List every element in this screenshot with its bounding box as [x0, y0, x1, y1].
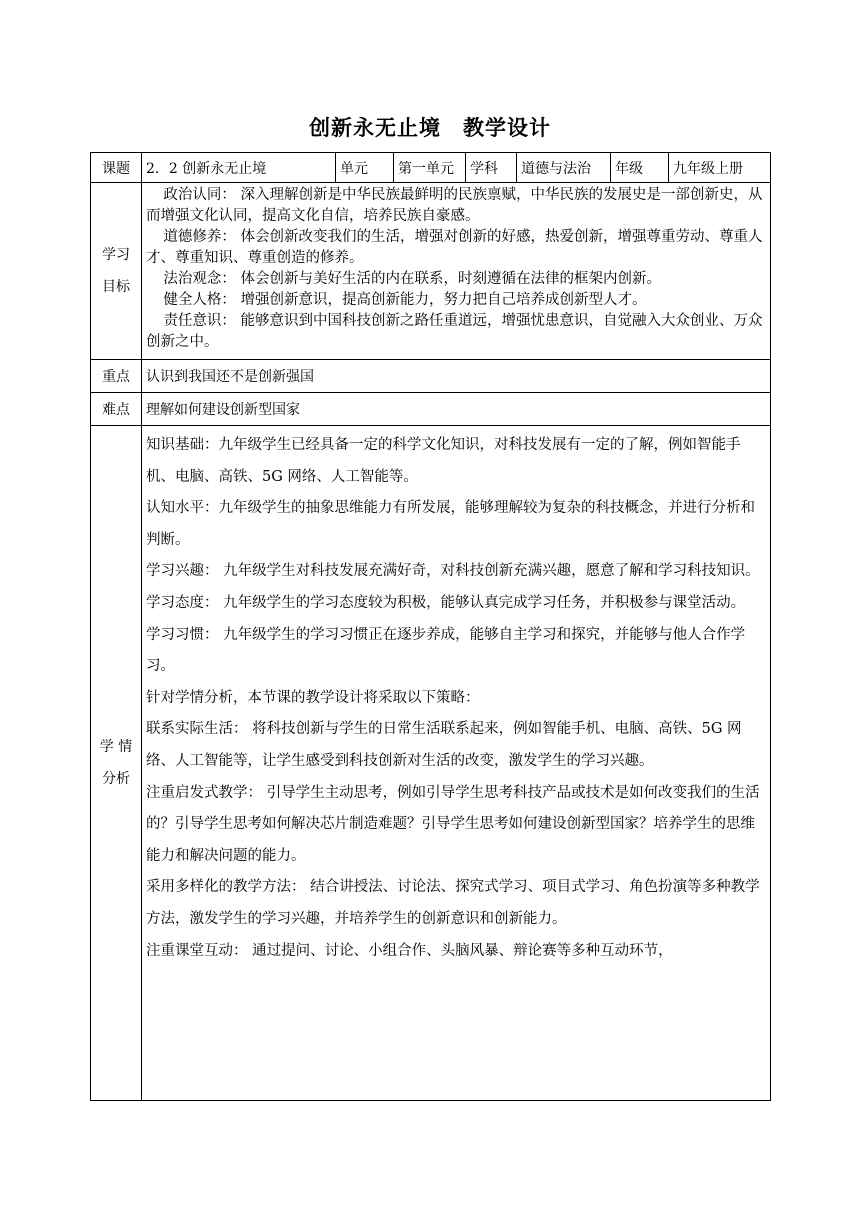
topic-value: 2．2 创新永无止境 — [142, 153, 336, 183]
analysis-paragraph: 知识基础：九年级学生已经具备一定的科学文化知识，对科技发展有一定的了解，例如智能手机、电脑、高铁、5G 网络、人工智能等。 — [146, 437, 741, 485]
analysis-paragraph: 针对学情分析，本节课的教学设计将采取以下策略： — [146, 689, 480, 706]
goal-line: 政治认同： 深入理解创新是中华民族最鲜明的民族禀赋，中华民族的发展史是一部创新史，从而增强文化认同，提高文化自信，培养民族自豪感。 — [146, 187, 763, 224]
topic-label: 课题 — [91, 153, 142, 183]
analysis-paragraph: 采用多样化的教学方法： 结合讲授法、讨论法、探究式学习、项目式学习、角色扮演等多种教学方法，激发学生的学习兴趣，并培养学生的创新意识和创新能力。 — [146, 879, 760, 927]
lesson-plan-table — [90, 152, 771, 1101]
goal-line: 责任意识： 能够意识到中国科技创新之路任重道远，增强忧患意识，自觉融入大众创业、万众创新之中。 — [146, 313, 763, 350]
analysis-paragraph: 注重课堂互动： 通过提问、讨论、小组合作、头脑风暴、辩论赛等多种互动环节， — [146, 942, 673, 959]
difficulty-value: 理解如何建设创新型国家 — [142, 393, 771, 426]
grade-label: 年级 — [611, 153, 669, 183]
subject-label: 学科 — [466, 153, 517, 183]
analysis-paragraph: 联系实际生活： 将科技创新与学生的日常生活联系起来，例如智能手机、电脑、高铁、5G 网络、人工智能等，让学生感受到科技创新对生活的改变，激发学生的学习兴趣。 — [146, 721, 742, 769]
analysis-paragraph: 认知水平：九年级学生的抽象思维能力有所发展，能够理解较为复杂的科技概念，并进行分析和判断。 — [146, 500, 755, 548]
document-title: 创新永无止境 教学设计 — [309, 116, 551, 140]
key-point-row — [91, 360, 771, 393]
analysis-paragraph: 学习兴趣： 九年级学生对科技发展充满好奇，对科技创新充满兴趣，愿意了解和学习科技知识。 — [146, 563, 760, 580]
analysis-label: 学 情 分析 — [91, 426, 142, 1101]
learning-goals-content — [142, 183, 771, 360]
learning-goals-row — [91, 183, 771, 360]
subject-value: 道德与法治 — [517, 153, 611, 183]
analysis-row — [91, 426, 771, 1101]
grade-value: 九年级上册 — [669, 153, 771, 183]
goal-line: 法治观念： 体会创新与美好生活的内在联系，时刻遵循在法律的框架内创新。 — [163, 271, 661, 287]
analysis-paragraph: 学习习惯： 九年级学生的学习习惯正在逐步养成，能够自主学习和探究，并能够与他人合作学习。 — [146, 626, 746, 675]
goal-line: 道德修养： 体会创新改变我们的生活，增强对创新的好感，热爱创新，增强尊重劳动、尊重人才、尊重知识、尊重创造的修养。 — [146, 229, 763, 266]
header-row — [91, 153, 771, 183]
difficulty-row — [91, 393, 771, 426]
analysis-content — [142, 426, 771, 1101]
analysis-paragraph: 注重启发式教学： 引导学生主动思考，例如引导学生思考科技产品或技术是如何改变我们的生活的？引导学生思考如何解决芯片制造难题？引导学生思考如何建设创新型国家？培养学生的思维能力和解决问题的能力。 — [146, 784, 760, 864]
analysis-paragraph: 学习态度： 九年级学生的学习态度较为积极，能够认真完成学习任务，并积极参与课堂活动。 — [146, 594, 746, 611]
goal-line: 健全人格： 增强创新意识，提高创新能力，努力把自己培养成创新型人才。 — [163, 292, 647, 308]
learning-goals-label: 学习 目标 — [91, 183, 142, 360]
key-point-label: 重点 — [91, 360, 142, 393]
unit-label: 单元 — [336, 153, 394, 183]
difficulty-label: 难点 — [91, 393, 142, 426]
key-point-value: 认识到我国还不是创新强国 — [142, 360, 771, 393]
unit-value: 第一单元 — [394, 153, 466, 183]
